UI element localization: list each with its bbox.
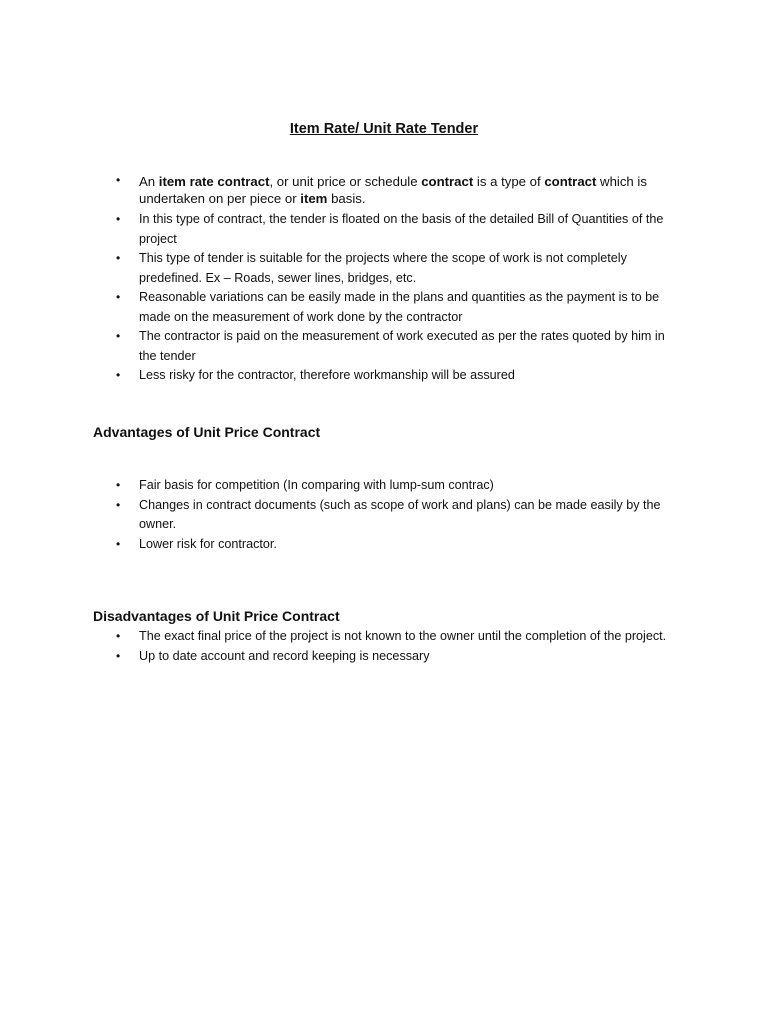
document-title: Item Rate/ Unit Rate Tender [289, 121, 479, 137]
bullet-icon: • [116, 648, 121, 663]
intro-list-item [0, 173, 679, 207]
list-item: • In this type of contract, the tender is floated on the basis of the detailed Bill of Quantities of the project [116, 212, 664, 246]
bullet-icon: • [116, 536, 121, 551]
features-list [0, 173, 768, 386]
intro-bold-run: item rate contract [158, 174, 270, 189]
intro-bold-run: item [300, 191, 328, 206]
bullet-icon: • [116, 212, 121, 226]
intro-bold-run: contract [421, 174, 474, 189]
bullet-icon: • [116, 368, 121, 382]
bullet-icon: • [116, 478, 121, 492]
list-item: • This type of tender is suitable for the projects where the scope of work is not completely predefined. Ex – Roads, sewer lines, bridges, etc. [116, 251, 627, 285]
intro-run: which is undertaken on per piece or [139, 174, 647, 206]
disadvantages-heading: Disadvantages of Unit Price Contract [93, 608, 340, 624]
list-item: • The contractor is paid on the measurement of work executed as per the rates quoted by him in the tender [116, 329, 665, 363]
intro-text [139, 174, 647, 206]
intro-run: An [139, 174, 159, 189]
intro-run: , or unit price or schedule [269, 174, 422, 189]
list-item: • Reasonable variations can be easily made in the plans and quantities as the payment is to be made on the measurement of work done by the contractor [116, 290, 660, 324]
list-item: • Fair basis for competition (In comparing with lump-sum contrac) [0, 476, 679, 496]
list-item: • Less risky for the contractor, therefore workmanship will be assured [0, 366, 679, 386]
list-item: • Lower risk for contractor. [0, 535, 679, 555]
bullet-icon: • [116, 629, 121, 643]
list-item: • Changes in contract documents (such as scope of work and plans) can be made easily by the owner. [116, 497, 661, 531]
bullet-icon: • [116, 329, 121, 343]
bullet-icon: • [116, 290, 121, 304]
disadvantages-list [0, 627, 768, 666]
bullet-icon: • [116, 251, 121, 265]
bullet-icon: • [116, 497, 121, 512]
bullet-icon: • [116, 173, 121, 187]
intro-run: is a type of [473, 174, 545, 189]
intro-bold-run: contract [544, 174, 597, 189]
advantages-heading: Advantages of Unit Price Contract [93, 424, 321, 440]
list-item: • Up to date account and record keeping is necessary [0, 647, 679, 667]
advantages-list [0, 476, 768, 554]
list-item: • The exact final price of the project is not known to the owner until the completion of the project. [0, 627, 679, 647]
intro-run: basis. [327, 191, 366, 206]
